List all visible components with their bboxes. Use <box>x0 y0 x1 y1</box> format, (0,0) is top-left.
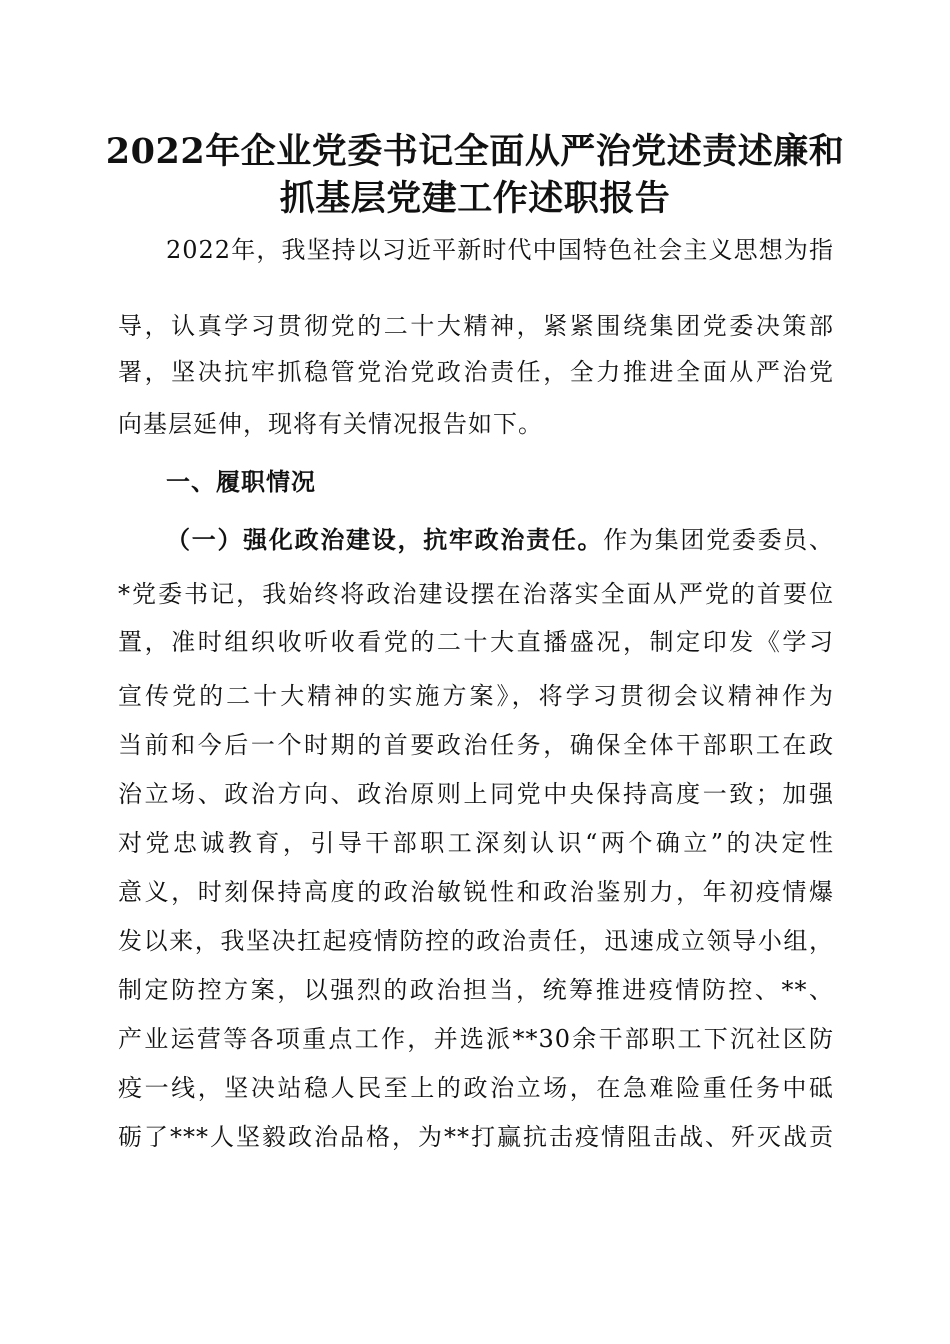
body-line-1: *党委书记，我始终将政治建设摆在治落实全面从严党的首要位 <box>118 580 834 608</box>
subsection-lead-rest: 作为集团党委委员、 <box>603 526 835 554</box>
body-line-3: 宣传党的二十大精神的实施方案》，将学习贯彻会议精神作为 <box>118 682 834 710</box>
subsection-lead: （一）强化政治建设，抗牢政治责任。 <box>166 525 604 554</box>
intro-line-3: 署，坚决抗牢抓稳管党治党政治责任，全力推进全面从严治党 <box>118 358 834 386</box>
body-line-11: 疫一线，坚决站稳人民至上的政治立场，在急难险重任务中砥 <box>118 1074 834 1102</box>
body-line-12: 砺了***人坚毅政治品格，为**打赢抗击疫情阻击战、歼灭战贡 <box>118 1123 834 1151</box>
body-line-8: 发以来，我坚决扛起疫情防控的政治责任，迅速成立领导小组， <box>118 927 834 955</box>
body-line-6: 对党忠诚教育，引导干部职工深刻认识“两个确立”的决定性 <box>118 829 834 857</box>
intro-line-4: 向基层延伸，现将有关情况报告如下。 <box>118 410 543 438</box>
intro-line-1: 2022年，我坚持以习近平新时代中国特色社会主义思想为指 <box>166 236 834 264</box>
document-title-line-1: 2022年企业党委书记全面从严治党述责述廉和 <box>105 131 845 172</box>
intro-line-2: 导，认真学习贯彻党的二十大精神，紧紧围绕集团党委决策部 <box>118 312 834 340</box>
body-line-2: 置，准时组织收听收看党的二十大直播盛况，制定印发《学习 <box>118 628 834 656</box>
body-line-9: 制定防控方案，以强烈的政治担当，统筹推进疫情防控、**、 <box>118 976 834 1004</box>
subsection-first-line <box>166 524 834 556</box>
body-line-7: 意义，时刻保持高度的政治敏锐性和政治鉴别力，年初疫情爆 <box>118 878 834 906</box>
body-line-10: 产业运营等各项重点工作，并选派**30余干部职工下沉社区防 <box>118 1025 834 1053</box>
body-line-5: 治立场、政治方向、政治原则上同党中央保持高度一致；加强 <box>118 780 834 808</box>
section-heading: 一、履职情况 <box>166 467 316 496</box>
document-title-line-2: 抓基层党建工作述职报告 <box>279 178 671 219</box>
body-line-4: 当前和今后一个时期的首要政治任务，确保全体干部职工在政 <box>118 731 834 759</box>
